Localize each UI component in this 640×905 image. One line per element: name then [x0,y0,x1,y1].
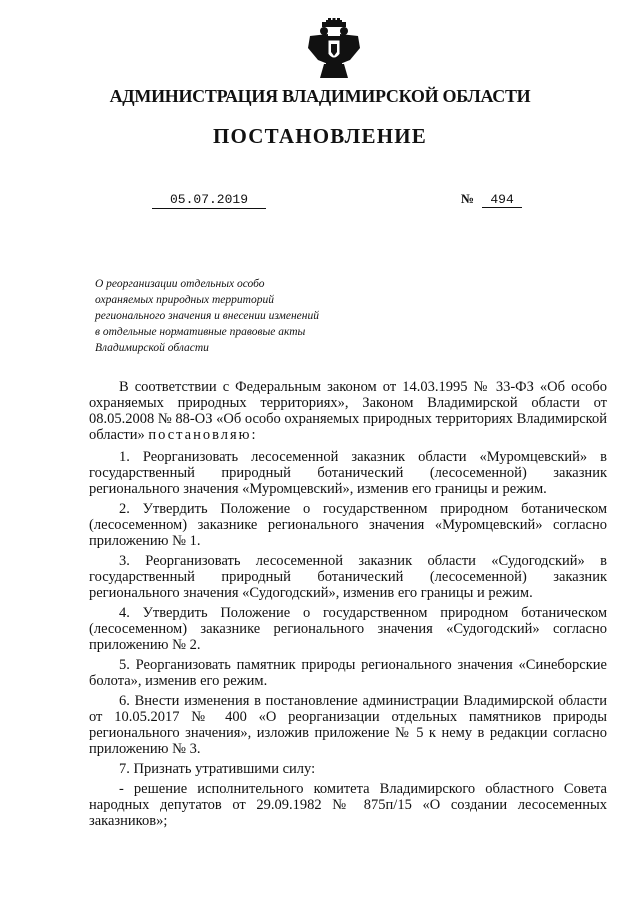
resolve-word: постановляю: [148,427,258,443]
paragraph-3: 3. Реорганизовать лесосеменной заказник области «Судогодский» в государственный природный ботанический (лесосеменной) заказник регионального значения «Судогодский», изменив его границы и режим. [89,553,607,601]
paragraph-6: 6. Внести изменения в постановление администрации Владимирской области от 10.05.2017 № 400 «О реорганизации отдельных памятников природы регионального значения», изложив приложение № 5 к нему в редакции согласно приложению № 3. [89,693,607,757]
paragraph-1: 1. Реорганизовать лесосеменной заказник области «Муромцевский» в государственный природный ботанический (лесосеменной) заказник регионального значения «Муромцевский», изменив его границы и режим. [89,449,607,497]
document-date: 05.07.2019 [169,192,248,207]
document-number-field [461,190,522,208]
document-subject: О реорганизации отдельных особо охраняемых природных территорий регионального значения и внесении изменений в отдельные нормативные правовые акты Владимирской области [95,278,319,354]
organization-name: АДМИНИСТРАЦИЯ ВЛАДИМИРСКОЙ ОБЛАСТИ [109,86,531,106]
preamble [89,379,607,443]
preamble-text: В соответствии с Федеральным законом от 14.03.1995 № 33-ФЗ «Об особо охраняемых природных территориях», Законом Владимирской области от 08.05.2008 № 88-ОЗ «Об особо охраняемых природных территориях Владимирской области» [89,379,607,443]
number-sign: № [461,191,475,206]
document-type: ПОСТАНОВЛЕНИЕ [212,124,428,148]
paragraph-7-item-1: - решение исполнительного комитета Владимирского областного Совета народных депутатов от 29.09.1982 № 875п/15 «О создании лесосеменных заказников»; [89,781,607,829]
paragraph-7: 7. Признать утратившими силу: [119,761,316,777]
coat-of-arms-icon [304,18,364,82]
paragraph-2: 2. Утвердить Положение о государственном природном ботаническом (лесосеменном) заказнике регионального значения «Муромцевский» согласно приложению № 1. [89,501,607,549]
paragraph-5: 5. Реорганизовать памятник природы регионального значения «Синеборские болота», изменив его режим. [89,657,607,689]
document-body [89,379,607,833]
paragraph-4: 4. Утвердить Положение о государственном природном ботаническом (лесосеменном) заказнике регионального значения «Судогодский» согласно приложению № 2. [89,605,607,653]
document-number: 494 [482,192,522,208]
document-date-field [152,190,266,209]
